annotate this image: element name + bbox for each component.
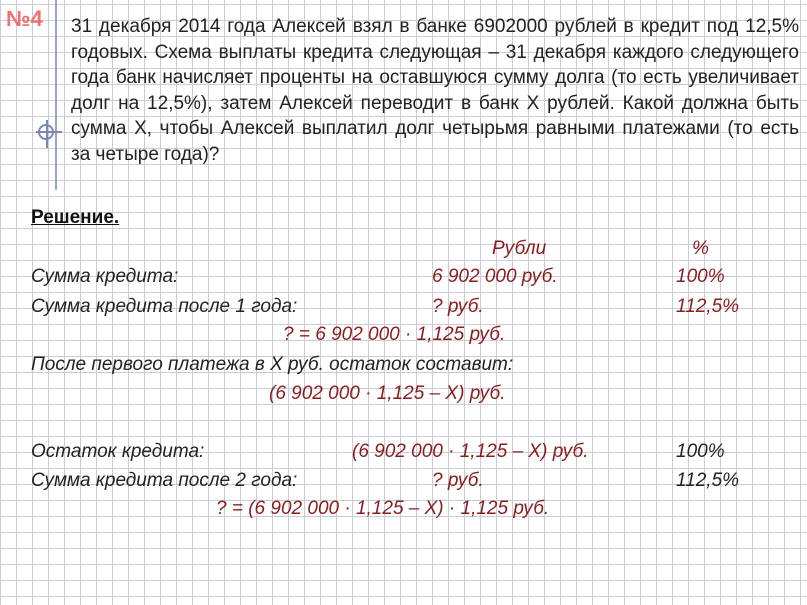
remainder-formula: (6 902 000 · 1,125 – X) руб. <box>269 383 506 404</box>
row6-percent: 100% <box>676 441 725 462</box>
row2-percent: 112,5% <box>676 296 740 317</box>
row2-value: ? руб. <box>432 296 484 317</box>
row7-label: Сумма кредита после 2 года: <box>31 470 298 491</box>
row2-label: Сумма кредита после 1 года: <box>31 296 298 317</box>
problem-statement: 31 декабря 2014 года Алексей взял в банке 6902000 рублей в кредит под 12,5% годовых. Схема выплаты кредита следующая – 31 декабря каждого следующего года банк начисляет проценты на оставшуюся сумму долга (то есть увеличивает долг на 12,5%), затем Алексей переводит в банк X рублей. Какой должна быть сумма X, чтобы Алексей выплатил долг четырьмя равными платежами (то есть за четыре года)? <box>71 16 799 165</box>
margin-line <box>55 0 57 190</box>
solution-heading: Решение. <box>31 207 120 228</box>
row7-value: ? руб. <box>432 470 484 491</box>
problem-number-badge: №4 <box>6 6 43 31</box>
row6-label: Остаток кредита: <box>31 441 205 462</box>
row6-value: (6 902 000 · 1,125 – X) руб. <box>352 441 589 462</box>
column-header-percent: % <box>692 238 709 259</box>
row1-value: 6 902 000 руб. <box>432 266 558 287</box>
target-mark-circle <box>38 124 54 140</box>
row1-percent: 100% <box>676 266 725 287</box>
after-payment-text: После первого платежа в X руб. остаток составит: <box>31 354 514 375</box>
row1-label: Сумма кредита: <box>31 266 179 287</box>
column-header-rubles: Рубли <box>492 238 547 259</box>
formula-year1: ? = 6 902 000 · 1,125 руб. <box>283 324 506 345</box>
formula-year2: ? = (6 902 000 · 1,125 – X) · 1,125 руб. <box>216 498 550 519</box>
row7-percent: 112,5% <box>676 470 740 491</box>
